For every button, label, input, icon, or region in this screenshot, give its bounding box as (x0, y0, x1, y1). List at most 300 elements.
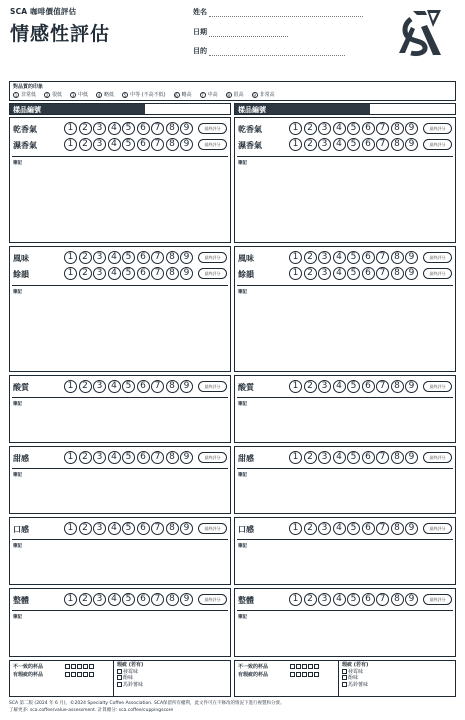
mouthfeel-label: 口感 (238, 525, 254, 534)
score-circle[interactable]: 9 (180, 251, 193, 264)
checkbox[interactable] (117, 682, 122, 687)
score-circle[interactable]: 8 (166, 593, 179, 606)
sample-number-header[interactable] (234, 103, 456, 115)
final-score-pill[interactable]: 最終評分 (423, 123, 452, 134)
score-circle[interactable]: 9 (180, 122, 193, 135)
score-circle[interactable]: 2 (304, 451, 317, 464)
score-circle[interactable]: 8 (166, 251, 179, 264)
score-circle[interactable]: 1 (289, 251, 302, 264)
score-circle[interactable]: 3 (93, 522, 106, 535)
defect-label: 馬鈴薯味 (348, 681, 369, 688)
score-circle[interactable]: 9 (180, 267, 193, 280)
score-circle[interactable]: 8 (391, 380, 404, 393)
score-circle[interactable]: 7 (376, 522, 389, 535)
acidity-label: 酸質 (238, 383, 254, 392)
scale-item (200, 91, 218, 98)
final-score-pill[interactable]: 最終評分 (198, 252, 227, 263)
score-circle[interactable]: 9 (180, 380, 193, 393)
score-circle[interactable]: 1 (289, 122, 302, 135)
defect-option[interactable] (117, 675, 143, 682)
divider (237, 610, 453, 611)
score-circle[interactable]: 5 (347, 122, 360, 135)
scale-number: 4 (97, 92, 101, 98)
final-score-pill[interactable]: 最終評分 (198, 452, 227, 463)
score-circle[interactable]: 4 (333, 122, 346, 135)
defects-list (117, 662, 143, 688)
score-circle[interactable]: 1 (64, 267, 77, 280)
score-circle[interactable]: 2 (304, 267, 317, 280)
score-circle[interactable]: 7 (376, 251, 389, 264)
defect-option[interactable] (342, 675, 368, 682)
score-circle[interactable]: 3 (318, 267, 331, 280)
final-score-pill[interactable]: 最終評分 (198, 523, 227, 534)
mouthfeel-section (234, 517, 456, 585)
notes-label[interactable]: 筆記 (13, 290, 22, 295)
score-circle[interactable]: 7 (151, 267, 164, 280)
score-circle[interactable]: 2 (304, 138, 317, 151)
flavor-row (13, 251, 229, 265)
defect-label: 酚味 (123, 675, 134, 682)
score-circle[interactable]: 8 (166, 267, 179, 280)
score-circle[interactable]: 1 (64, 522, 77, 535)
final-score-pill[interactable]: 最終評分 (423, 523, 452, 534)
notes-label[interactable]: 筆記 (13, 161, 22, 166)
score-circle[interactable]: 7 (151, 593, 164, 606)
defect-label: 發霉味 (348, 668, 364, 675)
checkbox[interactable] (117, 669, 122, 674)
divider (12, 156, 228, 157)
score-circle[interactable]: 9 (180, 138, 193, 151)
score-circle[interactable]: 7 (376, 267, 389, 280)
score-circle[interactable]: 2 (79, 251, 92, 264)
score-circle[interactable]: 9 (405, 267, 418, 280)
notes-label[interactable]: 筆記 (13, 402, 22, 407)
score-circle[interactable]: 3 (318, 138, 331, 151)
score-circle[interactable]: 7 (151, 251, 164, 264)
score-circle[interactable]: 8 (391, 451, 404, 464)
sample-number-label: 樣品編號 (13, 106, 41, 114)
final-score-pill[interactable]: 最終評分 (198, 268, 227, 279)
scale-label: 中等 (不高不低) (130, 92, 166, 98)
name-line[interactable] (209, 10, 363, 17)
score-circle[interactable]: 4 (108, 122, 121, 135)
score-circle[interactable]: 5 (122, 380, 135, 393)
score-circles (289, 522, 420, 535)
score-circle[interactable]: 4 (333, 522, 346, 535)
score-circles (64, 122, 195, 135)
score-circle[interactable]: 7 (151, 122, 164, 135)
aftertaste-row (13, 267, 229, 281)
sample-number-header[interactable] (9, 103, 231, 115)
scale-number: 7 (201, 92, 204, 98)
score-circle[interactable]: 6 (137, 122, 150, 135)
date-field[interactable] (193, 27, 288, 37)
score-circle[interactable]: 9 (180, 593, 193, 606)
score-circle[interactable]: 5 (347, 251, 360, 264)
score-circle[interactable]: 5 (347, 451, 360, 464)
score-circle[interactable]: 6 (137, 267, 150, 280)
notes-label[interactable]: 筆記 (13, 615, 22, 620)
score-circle[interactable]: 5 (122, 138, 135, 151)
final-score-pill[interactable]: 最終評分 (423, 452, 452, 463)
score-circle[interactable]: 1 (289, 593, 302, 606)
score-circles (64, 251, 195, 264)
notes-label[interactable]: 筆記 (238, 402, 247, 407)
score-circle[interactable]: 4 (108, 380, 121, 393)
final-score-pill[interactable]: 最終評分 (198, 594, 227, 605)
final-score-pill[interactable]: 最終評分 (423, 268, 452, 279)
score-circle[interactable]: 8 (166, 522, 179, 535)
score-circle[interactable]: 8 (391, 522, 404, 535)
notes-label[interactable]: 筆記 (13, 544, 22, 549)
score-circle[interactable]: 2 (304, 122, 317, 135)
notes-label[interactable]: 筆記 (238, 473, 247, 478)
score-circle[interactable]: 4 (333, 380, 346, 393)
non-uniform-checkbox-row[interactable] (290, 663, 320, 671)
checkbox[interactable] (342, 675, 347, 680)
score-circle[interactable]: 9 (180, 451, 193, 464)
score-circle[interactable]: 7 (376, 122, 389, 135)
scale-label: 非常低 (21, 92, 37, 98)
score-circle[interactable]: 4 (108, 138, 121, 151)
score-circles (64, 267, 195, 280)
score-circles (289, 122, 420, 135)
score-circles (289, 380, 420, 393)
sweetness-section (9, 446, 231, 514)
defect-option[interactable] (117, 682, 143, 689)
non-uniform-cups-label: 不一致的杯品 (13, 664, 44, 670)
score-circle[interactable]: 2 (79, 451, 92, 464)
acidity-section (9, 375, 231, 443)
score-circle[interactable]: 7 (151, 522, 164, 535)
defective-checkbox-row[interactable] (65, 671, 95, 679)
score-circle[interactable]: 7 (151, 138, 164, 151)
score-circle[interactable]: 6 (137, 380, 150, 393)
scale-number: 2 (45, 92, 49, 98)
score-circle[interactable]: 3 (93, 380, 106, 393)
cups-defects-box (9, 660, 231, 697)
score-circle[interactable]: 1 (289, 138, 302, 151)
overall-label: 整體 (238, 596, 254, 605)
final-score-pill[interactable]: 最終評分 (423, 381, 452, 392)
score-circle[interactable]: 8 (391, 251, 404, 264)
flavor-aftertaste-section (234, 246, 456, 372)
overall-row (13, 593, 229, 607)
score-circle[interactable]: 9 (405, 593, 418, 606)
score-circle[interactable]: 9 (405, 251, 418, 264)
score-circle[interactable]: 8 (391, 593, 404, 606)
score-circle[interactable]: 9 (405, 380, 418, 393)
score-circle[interactable]: 1 (289, 380, 302, 393)
score-circle[interactable]: 8 (166, 380, 179, 393)
score-circle[interactable]: 5 (122, 251, 135, 264)
score-circle[interactable]: 3 (318, 380, 331, 393)
score-circle[interactable]: 2 (304, 251, 317, 264)
notes-label[interactable]: 筆記 (238, 615, 247, 620)
score-circle[interactable]: 2 (304, 380, 317, 393)
score-circle[interactable]: 4 (333, 138, 346, 151)
score-circle[interactable]: 8 (166, 122, 179, 135)
score-circle[interactable]: 3 (93, 122, 106, 135)
cup-labels (238, 663, 268, 679)
score-circle[interactable]: 6 (137, 522, 150, 535)
scale-label: 略高 (181, 92, 192, 98)
score-circle[interactable]: 3 (318, 522, 331, 535)
score-circle[interactable]: 7 (376, 380, 389, 393)
score-circle[interactable]: 6 (362, 380, 375, 393)
score-circle[interactable]: 1 (289, 522, 302, 535)
divider (12, 397, 228, 398)
divider (12, 539, 228, 540)
divider (12, 468, 228, 469)
score-circle[interactable]: 4 (333, 251, 346, 264)
notes-label[interactable]: 筆記 (238, 544, 247, 549)
divider (237, 156, 453, 157)
score-circle[interactable]: 5 (122, 593, 135, 606)
score-circle[interactable]: 2 (304, 522, 317, 535)
scale-number: 5 (123, 92, 127, 98)
non-uniform-checkbox-row[interactable] (65, 663, 95, 671)
aftertaste-label: 餘韻 (13, 270, 29, 279)
score-circle[interactable]: 6 (362, 593, 375, 606)
score-circle[interactable]: 8 (166, 451, 179, 464)
scale-label: 很高 (233, 92, 244, 98)
defect-option[interactable] (342, 682, 368, 689)
date-line[interactable] (209, 30, 288, 37)
score-circles (289, 138, 420, 151)
score-circle[interactable]: 2 (79, 138, 92, 151)
footer-links: 了解更多: sca.coffee/value-assessment. 計算總分: sca.coffee/cuppingscore (9, 707, 174, 713)
score-circle[interactable]: 5 (122, 451, 135, 464)
score-circle[interactable]: 6 (362, 522, 375, 535)
final-score-pill[interactable]: 最終評分 (198, 381, 227, 392)
scale-label: 略低 (104, 92, 115, 98)
scale-number: 3 (71, 92, 75, 98)
flavor-aftertaste-section (9, 246, 231, 372)
mouthfeel-section (9, 517, 231, 585)
final-score-pill[interactable]: 最終評分 (198, 123, 227, 134)
score-circle[interactable]: 6 (137, 451, 150, 464)
score-circle[interactable]: 3 (318, 451, 331, 464)
score-circle[interactable]: 4 (108, 451, 121, 464)
score-circles (64, 451, 195, 464)
score-circle[interactable]: 2 (79, 267, 92, 280)
score-circle[interactable]: 1 (289, 451, 302, 464)
score-circle[interactable]: 4 (333, 267, 346, 280)
score-circle[interactable]: 8 (391, 122, 404, 135)
score-circle[interactable]: 6 (362, 251, 375, 264)
score-circle[interactable]: 5 (347, 138, 360, 151)
score-circle[interactable]: 2 (79, 122, 92, 135)
score-circle[interactable]: 3 (93, 251, 106, 264)
footer (9, 701, 459, 714)
overall-label: 整體 (13, 596, 29, 605)
notes-label[interactable]: 筆記 (13, 473, 22, 478)
defective-checkbox-row[interactable] (290, 671, 320, 679)
score-circle[interactable]: 3 (318, 251, 331, 264)
purpose-label: 目的 (193, 47, 207, 55)
checkbox[interactable] (342, 669, 347, 674)
purpose-line[interactable] (209, 49, 345, 56)
defects-title: 瑕疵 (若有) (117, 662, 144, 668)
score-circle[interactable]: 6 (362, 122, 375, 135)
scale-label: 非常高 (259, 92, 275, 98)
score-circle[interactable]: 4 (108, 251, 121, 264)
fragrance-aroma-section (234, 117, 456, 243)
scale-item (122, 91, 166, 98)
scale-item (252, 91, 275, 98)
score-circle[interactable]: 5 (122, 522, 135, 535)
scale-item (96, 91, 114, 98)
score-circle[interactable]: 5 (347, 522, 360, 535)
scale-label: 中低 (78, 92, 89, 98)
score-circle[interactable]: 7 (151, 380, 164, 393)
score-circle[interactable]: 3 (93, 138, 106, 151)
score-circle[interactable]: 9 (405, 138, 418, 151)
fragrance-aroma-section (9, 117, 231, 243)
score-circle[interactable]: 5 (347, 267, 360, 280)
score-circle[interactable]: 5 (122, 122, 135, 135)
checkbox[interactable] (342, 682, 347, 687)
defects-list (342, 662, 368, 688)
mouthfeel-label: 口感 (13, 525, 29, 534)
acidity-section (234, 375, 456, 443)
score-circle[interactable]: 3 (93, 593, 106, 606)
score-circles (64, 522, 195, 535)
score-circle[interactable]: 7 (376, 138, 389, 151)
divider (237, 539, 453, 540)
score-circle[interactable]: 3 (93, 267, 106, 280)
sweetness-label: 甜感 (13, 454, 29, 463)
overall-section (234, 588, 456, 657)
score-circle[interactable]: 8 (166, 138, 179, 151)
score-circle[interactable]: 6 (362, 267, 375, 280)
score-circle[interactable]: 5 (122, 267, 135, 280)
score-circle[interactable]: 6 (362, 451, 375, 464)
score-circle[interactable]: 4 (108, 267, 121, 280)
defect-label: 馬鈴薯味 (123, 681, 144, 688)
score-circle[interactable]: 1 (289, 267, 302, 280)
score-circle[interactable]: 5 (347, 593, 360, 606)
divider (12, 610, 228, 611)
score-circle[interactable]: 9 (405, 522, 418, 535)
score-circle[interactable]: 2 (304, 593, 317, 606)
aftertaste-label: 餘韻 (238, 270, 254, 279)
defective-cups-label: 有瑕疵的杯品 (238, 672, 269, 678)
score-circle[interactable]: 2 (79, 522, 92, 535)
score-circles (289, 593, 420, 606)
score-circles (64, 593, 195, 606)
score-circles (289, 267, 420, 280)
score-circle[interactable]: 4 (333, 593, 346, 606)
divider (237, 468, 453, 469)
final-score-pill[interactable]: 最終評分 (423, 252, 452, 263)
overall-row (238, 593, 454, 607)
score-circle[interactable]: 7 (376, 451, 389, 464)
final-score-pill[interactable]: 最終評分 (423, 594, 452, 605)
final-score-pill[interactable]: 最終評分 (198, 139, 227, 150)
score-circle[interactable]: 8 (391, 267, 404, 280)
notes-label[interactable]: 筆記 (238, 161, 247, 166)
scale-item (174, 91, 192, 98)
score-circle[interactable]: 3 (318, 122, 331, 135)
scale-number: 8 (227, 92, 230, 98)
score-circle[interactable]: 8 (391, 138, 404, 151)
score-circle[interactable]: 6 (137, 593, 150, 606)
scale-number: 6 (175, 92, 178, 98)
defects-title: 瑕疵 (若有) (342, 662, 369, 668)
score-circle[interactable]: 1 (64, 122, 77, 135)
footer-copyright: SCA 第二版 (2024 年 6 月)，©2024 Specialty Coffee Association. SCA保留所有權利，此文件可在不修改的情況下進行複製和分發。 (9, 701, 285, 706)
quality-scale-legend (9, 81, 456, 101)
scale-label: 很低 (52, 92, 63, 98)
score-circle[interactable]: 6 (362, 138, 375, 151)
name-field[interactable] (193, 7, 363, 17)
divider (12, 285, 228, 286)
fragrance-label: 乾香氣 (238, 125, 262, 134)
score-circle[interactable]: 6 (137, 251, 150, 264)
score-circle[interactable]: 1 (64, 251, 77, 264)
score-circle[interactable]: 1 (64, 380, 77, 393)
score-circle[interactable]: 2 (79, 593, 92, 606)
score-circle[interactable]: 1 (64, 451, 77, 464)
score-circles (289, 251, 420, 264)
scale-item (226, 91, 244, 98)
fragrance-row (13, 122, 229, 136)
scale-title: 對品質的印象 (13, 84, 44, 90)
score-circle[interactable]: 9 (405, 451, 418, 464)
aroma-label: 濕香氣 (238, 141, 262, 150)
score-circle[interactable]: 7 (151, 451, 164, 464)
scale-item (44, 91, 62, 98)
score-circle[interactable]: 9 (405, 122, 418, 135)
score-circles (64, 380, 195, 393)
sweetness-section (234, 446, 456, 514)
score-circle[interactable]: 7 (376, 593, 389, 606)
score-circle[interactable]: 2 (79, 380, 92, 393)
score-circle[interactable]: 3 (318, 593, 331, 606)
scale-label: 中高 (207, 92, 218, 98)
scale-items (13, 91, 283, 98)
purpose-field[interactable] (193, 46, 345, 56)
sweetness-row (238, 451, 454, 465)
final-score-pill[interactable]: 最終評分 (423, 139, 452, 150)
score-circle[interactable]: 3 (93, 451, 106, 464)
score-circle[interactable]: 4 (333, 451, 346, 464)
checkbox[interactable] (117, 675, 122, 680)
score-circle[interactable]: 6 (137, 138, 150, 151)
notes-label[interactable]: 筆記 (238, 290, 247, 295)
aroma-row (238, 138, 454, 152)
form-title: 情感性評估 (10, 23, 111, 45)
sample-number-label: 樣品編號 (238, 106, 266, 114)
score-circle[interactable]: 9 (180, 522, 193, 535)
divider (113, 661, 114, 696)
score-circle[interactable]: 4 (108, 522, 121, 535)
score-circle[interactable]: 1 (64, 138, 77, 151)
scale-item (13, 91, 36, 98)
aroma-label: 濕香氣 (13, 141, 37, 150)
acidity-label: 酸質 (13, 383, 29, 392)
aroma-row (13, 138, 229, 152)
acidity-row (13, 380, 229, 394)
cup-checkboxes (65, 663, 95, 679)
score-circle[interactable]: 4 (108, 593, 121, 606)
cup-checkboxes (290, 663, 320, 679)
score-circle[interactable]: 1 (64, 593, 77, 606)
divider (237, 397, 453, 398)
score-circle[interactable]: 5 (347, 380, 360, 393)
